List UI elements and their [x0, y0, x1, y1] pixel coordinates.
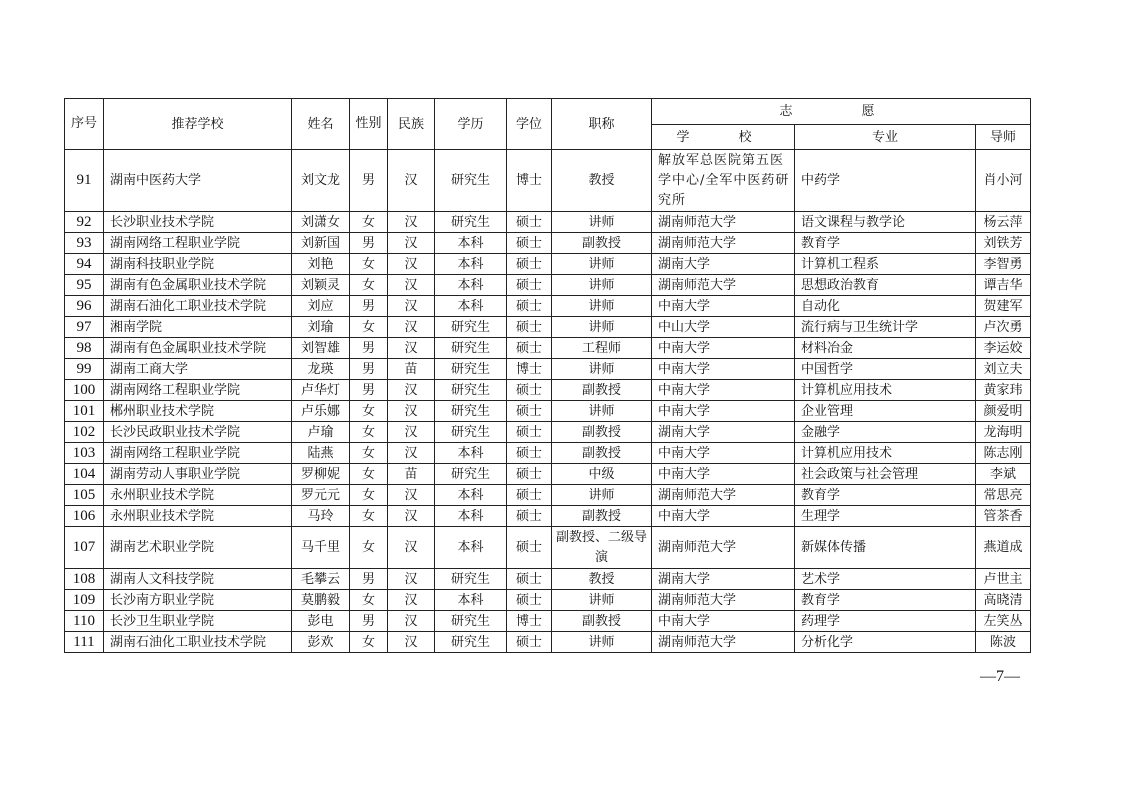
cell-gender: 女 [350, 401, 388, 422]
cell-name: 罗元元 [292, 485, 350, 506]
cell-seq: 92 [65, 212, 104, 233]
cell-title: 讲师 [552, 485, 652, 506]
cell-seq: 111 [65, 632, 104, 653]
cell-major: 企业管理 [795, 401, 976, 422]
page-number: —7— [980, 668, 1020, 685]
cell-education: 研究生 [435, 464, 507, 485]
cell-target: 中南大学 [652, 338, 795, 359]
cell-school: 湖南有色金属职业技术学院 [104, 338, 292, 359]
table-row [65, 212, 1031, 233]
cell-advisor: 李运姣 [976, 338, 1031, 359]
cell-target: 中南大学 [652, 401, 795, 422]
cell-gender: 男 [350, 233, 388, 254]
cell-title: 讲师 [552, 254, 652, 275]
cell-gender: 女 [350, 632, 388, 653]
table-row [65, 506, 1031, 527]
cell-education: 本科 [435, 485, 507, 506]
cell-gender: 女 [350, 464, 388, 485]
cell-degree: 硕士 [507, 317, 552, 338]
cell-major: 中药学 [795, 150, 976, 212]
cell-degree: 硕士 [507, 296, 552, 317]
table-row [65, 632, 1031, 653]
cell-ethnicity: 汉 [388, 150, 435, 212]
cell-education: 研究生 [435, 359, 507, 380]
cell-name: 刘应 [292, 296, 350, 317]
cell-school: 湖南科技职业学院 [104, 254, 292, 275]
cell-target: 湖南师范大学 [652, 590, 795, 611]
cell-gender: 男 [350, 569, 388, 590]
cell-seq: 108 [65, 569, 104, 590]
cell-title: 副教授 [552, 611, 652, 632]
cell-education: 研究生 [435, 380, 507, 401]
cell-education: 研究生 [435, 338, 507, 359]
table-row [65, 338, 1031, 359]
cell-target: 湖南大学 [652, 569, 795, 590]
table-row [65, 485, 1031, 506]
cell-advisor: 卢次勇 [976, 317, 1031, 338]
cell-school: 永州职业技术学院 [104, 506, 292, 527]
cell-gender: 男 [350, 380, 388, 401]
cell-target: 中南大学 [652, 464, 795, 485]
cell-degree: 硕士 [507, 569, 552, 590]
cell-target: 湖南师范大学 [652, 527, 795, 569]
cell-seq: 94 [65, 254, 104, 275]
cell-seq: 104 [65, 464, 104, 485]
cell-ethnicity: 汉 [388, 590, 435, 611]
cell-seq: 109 [65, 590, 104, 611]
cell-title: 讲师 [552, 296, 652, 317]
cell-gender: 女 [350, 443, 388, 464]
cell-advisor: 左笑丛 [976, 611, 1031, 632]
cell-target: 湖南大学 [652, 422, 795, 443]
cell-target: 湖南师范大学 [652, 632, 795, 653]
cell-school: 长沙卫生职业学院 [104, 611, 292, 632]
table-header [65, 99, 1031, 150]
cell-name: 卢华灯 [292, 380, 350, 401]
cell-school: 湖南石油化工职业技术学院 [104, 296, 292, 317]
cell-major: 语文课程与教学论 [795, 212, 976, 233]
cell-target: 湖南师范大学 [652, 485, 795, 506]
cell-major: 思想政治教育 [795, 275, 976, 296]
cell-ethnicity: 苗 [388, 359, 435, 380]
cell-education: 研究生 [435, 569, 507, 590]
cell-advisor: 卢世主 [976, 569, 1031, 590]
cell-gender: 女 [350, 527, 388, 569]
table-row [65, 401, 1031, 422]
cell-name: 龙瑛 [292, 359, 350, 380]
cell-ethnicity: 汉 [388, 443, 435, 464]
table-row [65, 233, 1031, 254]
cell-major: 流行病与卫生统计学 [795, 317, 976, 338]
cell-gender: 女 [350, 212, 388, 233]
cell-name: 罗柳妮 [292, 464, 350, 485]
cell-ethnicity: 汉 [388, 338, 435, 359]
cell-title: 教授 [552, 150, 652, 212]
cell-advisor: 刘铁芳 [976, 233, 1031, 254]
cell-major: 生理学 [795, 506, 976, 527]
cell-education: 研究生 [435, 212, 507, 233]
cell-education: 研究生 [435, 611, 507, 632]
cell-major: 教育学 [795, 485, 976, 506]
cell-ethnicity: 苗 [388, 464, 435, 485]
cell-school: 湘南学院 [104, 317, 292, 338]
cell-target: 中南大学 [652, 611, 795, 632]
cell-education: 研究生 [435, 150, 507, 212]
cell-gender: 男 [350, 338, 388, 359]
cell-title: 副教授 [552, 233, 652, 254]
cell-advisor: 高晓清 [976, 590, 1031, 611]
cell-school: 湖南中医药大学 [104, 150, 292, 212]
cell-target: 湖南师范大学 [652, 233, 795, 254]
cell-gender: 女 [350, 317, 388, 338]
header-ethnicity: 民族 [388, 99, 435, 150]
recommendation-table [64, 98, 1030, 653]
header-education: 学历 [435, 99, 507, 150]
cell-degree: 硕士 [507, 338, 552, 359]
cell-title: 讲师 [552, 317, 652, 338]
cell-degree: 硕士 [507, 590, 552, 611]
cell-degree: 硕士 [507, 275, 552, 296]
cell-ethnicity: 汉 [388, 632, 435, 653]
cell-education: 研究生 [435, 632, 507, 653]
cell-advisor: 陈波 [976, 632, 1031, 653]
cell-school: 长沙职业技术学院 [104, 212, 292, 233]
cell-seq: 105 [65, 485, 104, 506]
cell-name: 刘颖灵 [292, 275, 350, 296]
cell-gender: 男 [350, 359, 388, 380]
cell-ethnicity: 汉 [388, 422, 435, 443]
cell-ethnicity: 汉 [388, 212, 435, 233]
cell-education: 本科 [435, 296, 507, 317]
header-name: 姓名 [292, 99, 350, 150]
cell-advisor: 贺建军 [976, 296, 1031, 317]
header-school: 推荐学校 [104, 99, 292, 150]
table-row [65, 275, 1031, 296]
cell-gender: 女 [350, 506, 388, 527]
cell-major: 计算机应用技术 [795, 443, 976, 464]
cell-major: 教育学 [795, 233, 976, 254]
header-target-school: 学 校 [652, 125, 795, 150]
header-title: 职称 [552, 99, 652, 150]
cell-seq: 101 [65, 401, 104, 422]
cell-name: 莫鹏毅 [292, 590, 350, 611]
cell-target: 中南大学 [652, 443, 795, 464]
cell-school: 永州职业技术学院 [104, 485, 292, 506]
cell-degree: 硕士 [507, 212, 552, 233]
cell-gender: 男 [350, 296, 388, 317]
cell-degree: 硕士 [507, 254, 552, 275]
cell-school: 湖南网络工程职业学院 [104, 443, 292, 464]
cell-ethnicity: 汉 [388, 527, 435, 569]
table-row [65, 464, 1031, 485]
cell-advisor: 刘立夫 [976, 359, 1031, 380]
cell-advisor: 陈志刚 [976, 443, 1031, 464]
cell-title: 教授 [552, 569, 652, 590]
cell-gender: 女 [350, 590, 388, 611]
cell-seq: 91 [65, 150, 104, 212]
cell-major: 金融学 [795, 422, 976, 443]
cell-gender: 女 [350, 422, 388, 443]
cell-school: 湖南劳动人事职业学院 [104, 464, 292, 485]
cell-advisor: 黄家玮 [976, 380, 1031, 401]
cell-degree: 博士 [507, 611, 552, 632]
cell-education: 本科 [435, 506, 507, 527]
cell-target: 中南大学 [652, 506, 795, 527]
header-major: 专业 [795, 125, 976, 150]
cell-school: 湖南人文科技学院 [104, 569, 292, 590]
table-row [65, 380, 1031, 401]
cell-major: 分析化学 [795, 632, 976, 653]
cell-seq: 99 [65, 359, 104, 380]
cell-advisor: 常思亮 [976, 485, 1031, 506]
header-seq: 序号 [65, 99, 104, 150]
cell-degree: 硕士 [507, 443, 552, 464]
cell-name: 毛攀云 [292, 569, 350, 590]
cell-school: 湖南网络工程职业学院 [104, 380, 292, 401]
cell-advisor: 杨云萍 [976, 212, 1031, 233]
cell-major: 计算机工程系 [795, 254, 976, 275]
cell-major: 新媒体传播 [795, 527, 976, 569]
cell-education: 本科 [435, 275, 507, 296]
cell-advisor: 肖小河 [976, 150, 1031, 212]
cell-school: 湖南艺术职业学院 [104, 527, 292, 569]
cell-target: 湖南大学 [652, 254, 795, 275]
cell-title: 讲师 [552, 359, 652, 380]
cell-ethnicity: 汉 [388, 233, 435, 254]
cell-seq: 97 [65, 317, 104, 338]
cell-seq: 110 [65, 611, 104, 632]
cell-title: 副教授 [552, 422, 652, 443]
table-row [65, 443, 1031, 464]
cell-title: 工程师 [552, 338, 652, 359]
cell-title: 副教授 [552, 506, 652, 527]
cell-title: 副教授 [552, 443, 652, 464]
cell-target: 中南大学 [652, 359, 795, 380]
cell-school: 湖南石油化工职业技术学院 [104, 632, 292, 653]
cell-education: 本科 [435, 443, 507, 464]
cell-major: 艺术学 [795, 569, 976, 590]
cell-ethnicity: 汉 [388, 275, 435, 296]
cell-name: 马玲 [292, 506, 350, 527]
cell-ethnicity: 汉 [388, 296, 435, 317]
cell-seq: 95 [65, 275, 104, 296]
cell-degree: 博士 [507, 150, 552, 212]
cell-target: 解放军总医院第五医学中心/全军中医药研究所 [652, 150, 795, 212]
cell-title: 副教授 [552, 380, 652, 401]
cell-degree: 博士 [507, 359, 552, 380]
cell-gender: 女 [350, 485, 388, 506]
data-table [64, 98, 1031, 653]
cell-advisor: 李智勇 [976, 254, 1031, 275]
cell-target: 中南大学 [652, 296, 795, 317]
cell-target: 湖南师范大学 [652, 275, 795, 296]
table-row [65, 359, 1031, 380]
cell-title: 副教授、二级导演 [552, 527, 652, 569]
cell-education: 本科 [435, 590, 507, 611]
cell-title: 中级 [552, 464, 652, 485]
cell-ethnicity: 汉 [388, 569, 435, 590]
cell-major: 教育学 [795, 590, 976, 611]
cell-seq: 96 [65, 296, 104, 317]
cell-title: 讲师 [552, 590, 652, 611]
cell-education: 本科 [435, 254, 507, 275]
cell-title: 讲师 [552, 275, 652, 296]
cell-major: 计算机应用技术 [795, 380, 976, 401]
cell-ethnicity: 汉 [388, 506, 435, 527]
cell-degree: 硕士 [507, 233, 552, 254]
cell-advisor: 谭吉华 [976, 275, 1031, 296]
cell-gender: 男 [350, 611, 388, 632]
cell-education: 研究生 [435, 317, 507, 338]
cell-major: 材料冶金 [795, 338, 976, 359]
cell-gender: 男 [350, 150, 388, 212]
cell-name: 刘新国 [292, 233, 350, 254]
cell-target: 中山大学 [652, 317, 795, 338]
cell-school: 长沙南方职业学院 [104, 590, 292, 611]
cell-name: 刘文龙 [292, 150, 350, 212]
cell-seq: 106 [65, 506, 104, 527]
table-row [65, 317, 1031, 338]
cell-advisor: 龙海明 [976, 422, 1031, 443]
cell-education: 研究生 [435, 422, 507, 443]
cell-name: 卢乐娜 [292, 401, 350, 422]
cell-name: 刘潇女 [292, 212, 350, 233]
cell-degree: 硕士 [507, 422, 552, 443]
cell-title: 讲师 [552, 401, 652, 422]
cell-ethnicity: 汉 [388, 401, 435, 422]
cell-advisor: 燕道成 [976, 527, 1031, 569]
table-row [65, 150, 1031, 212]
cell-title: 讲师 [552, 212, 652, 233]
cell-major: 中国哲学 [795, 359, 976, 380]
cell-school: 湖南工商大学 [104, 359, 292, 380]
cell-target: 中南大学 [652, 380, 795, 401]
cell-ethnicity: 汉 [388, 611, 435, 632]
cell-education: 本科 [435, 527, 507, 569]
table-row [65, 611, 1031, 632]
cell-degree: 硕士 [507, 506, 552, 527]
cell-degree: 硕士 [507, 485, 552, 506]
cell-ethnicity: 汉 [388, 485, 435, 506]
table-row [65, 296, 1031, 317]
cell-school: 湖南有色金属职业技术学院 [104, 275, 292, 296]
cell-gender: 女 [350, 254, 388, 275]
cell-degree: 硕士 [507, 464, 552, 485]
cell-major: 自动化 [795, 296, 976, 317]
table-row [65, 254, 1031, 275]
header-aspiration: 志 愿 [652, 99, 1031, 125]
header-gender: 性别 [350, 99, 388, 150]
cell-name: 马千里 [292, 527, 350, 569]
cell-ethnicity: 汉 [388, 380, 435, 401]
cell-major: 社会政策与社会管理 [795, 464, 976, 485]
cell-advisor: 李斌 [976, 464, 1031, 485]
cell-title: 讲师 [552, 632, 652, 653]
cell-advisor: 颜爱明 [976, 401, 1031, 422]
cell-seq: 103 [65, 443, 104, 464]
cell-name: 彭电 [292, 611, 350, 632]
header-degree: 学位 [507, 99, 552, 150]
cell-education: 研究生 [435, 401, 507, 422]
cell-degree: 硕士 [507, 527, 552, 569]
cell-degree: 硕士 [507, 632, 552, 653]
table-row [65, 527, 1031, 569]
cell-seq: 93 [65, 233, 104, 254]
cell-gender: 女 [350, 275, 388, 296]
cell-degree: 硕士 [507, 380, 552, 401]
cell-degree: 硕士 [507, 401, 552, 422]
cell-seq: 98 [65, 338, 104, 359]
table-row [65, 590, 1031, 611]
cell-seq: 107 [65, 527, 104, 569]
table-body [65, 150, 1031, 653]
cell-school: 长沙民政职业技术学院 [104, 422, 292, 443]
table-row [65, 569, 1031, 590]
table-row [65, 422, 1031, 443]
cell-target: 湖南师范大学 [652, 212, 795, 233]
cell-name: 陆燕 [292, 443, 350, 464]
cell-school: 湖南网络工程职业学院 [104, 233, 292, 254]
cell-seq: 100 [65, 380, 104, 401]
cell-ethnicity: 汉 [388, 317, 435, 338]
cell-name: 刘瑜 [292, 317, 350, 338]
cell-education: 本科 [435, 233, 507, 254]
cell-name: 刘智雄 [292, 338, 350, 359]
cell-ethnicity: 汉 [388, 254, 435, 275]
cell-seq: 102 [65, 422, 104, 443]
cell-name: 刘艳 [292, 254, 350, 275]
cell-advisor: 管茶香 [976, 506, 1031, 527]
cell-school: 郴州职业技术学院 [104, 401, 292, 422]
cell-major: 药理学 [795, 611, 976, 632]
header-advisor: 导师 [976, 125, 1031, 150]
cell-name: 彭欢 [292, 632, 350, 653]
cell-name: 卢瑜 [292, 422, 350, 443]
